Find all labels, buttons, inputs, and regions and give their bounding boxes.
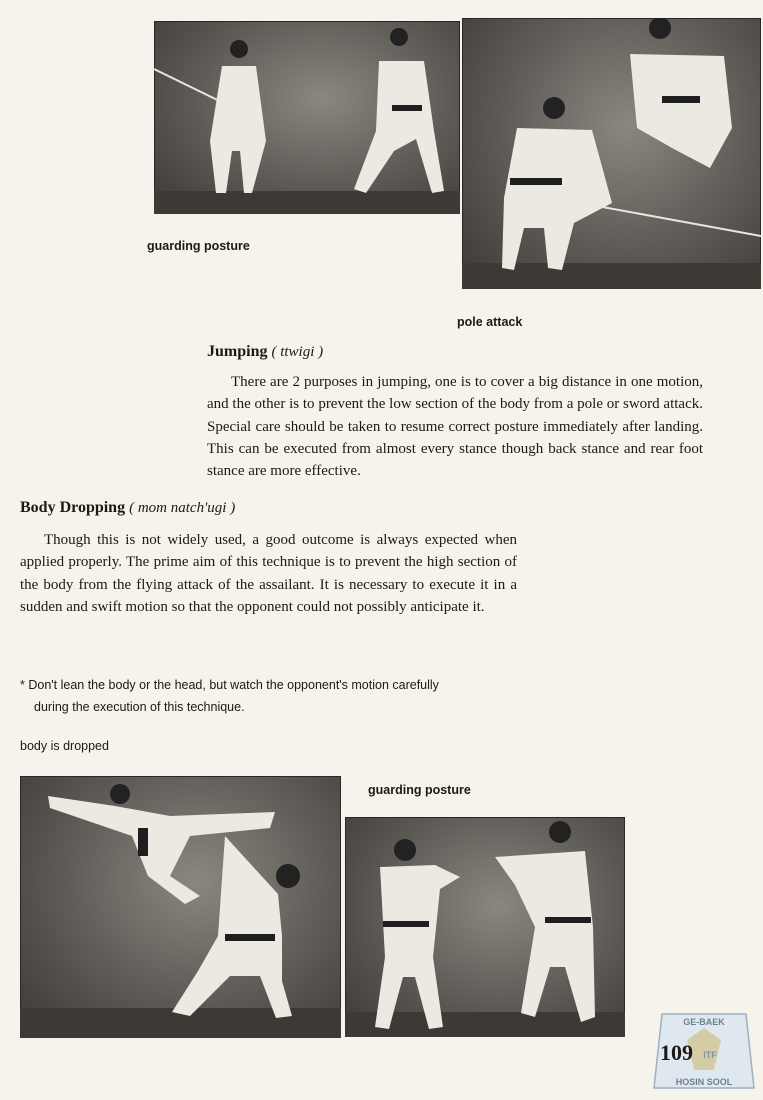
logo-mid-text: ITF xyxy=(703,1050,717,1060)
caption-body-is-dropped: body is dropped xyxy=(20,739,109,753)
technique-note xyxy=(20,674,520,718)
body-dropping-text: Though this is not widely used, a good outcome is always expected when applied properly. The prime aim of this technique is to prevent the high section of the body from the flying attack of the assailant. It is necessary to execute it in a sudden and swift motion so that the opponent could not possibly anticipate it. xyxy=(20,532,517,615)
caption-guarding-posture-bottom: guarding posture xyxy=(368,783,471,797)
photo-guarding-posture-bottom xyxy=(345,817,625,1037)
body-dropping-term: ( mom natch'ugi ) xyxy=(129,500,236,516)
photo-body-is-dropped xyxy=(20,776,341,1038)
photo-pole-attack xyxy=(462,18,761,289)
jumping-term: ( ttwigi ) xyxy=(271,344,324,360)
note-line-1: * Don't lean the body or the head, but watch the opponent's motion carefully xyxy=(20,678,439,692)
jumping-heading xyxy=(207,343,323,361)
caption-pole-attack: pole attack xyxy=(457,315,523,329)
caption-guarding-posture-top: guarding posture xyxy=(147,239,250,253)
jumping-paragraph xyxy=(207,371,703,482)
note-line-2: during the execution of this technique. xyxy=(34,700,245,714)
jumping-text: There are 2 purposes in jumping, one is to cover a big distance in one motion, and the other is to prevent the low section of the body from a pole or sword attack. Special care should be taken to resume correct posture immediately after landing. This can be executed from almost every stance though back stance and rear foot stance are more effective. xyxy=(207,374,703,480)
jumping-title: Jumping xyxy=(207,343,268,360)
body-dropping-heading xyxy=(20,499,235,517)
logo-bottom-text: HOSIN SOOL xyxy=(675,1077,733,1087)
photo-guarding-posture-pole xyxy=(154,21,460,214)
body-dropping-paragraph xyxy=(20,529,517,618)
body-dropping-title: Body Dropping xyxy=(20,499,126,516)
page-number: 109 xyxy=(660,1040,693,1065)
logo-top-text: GE-BAEK xyxy=(683,1017,725,1027)
